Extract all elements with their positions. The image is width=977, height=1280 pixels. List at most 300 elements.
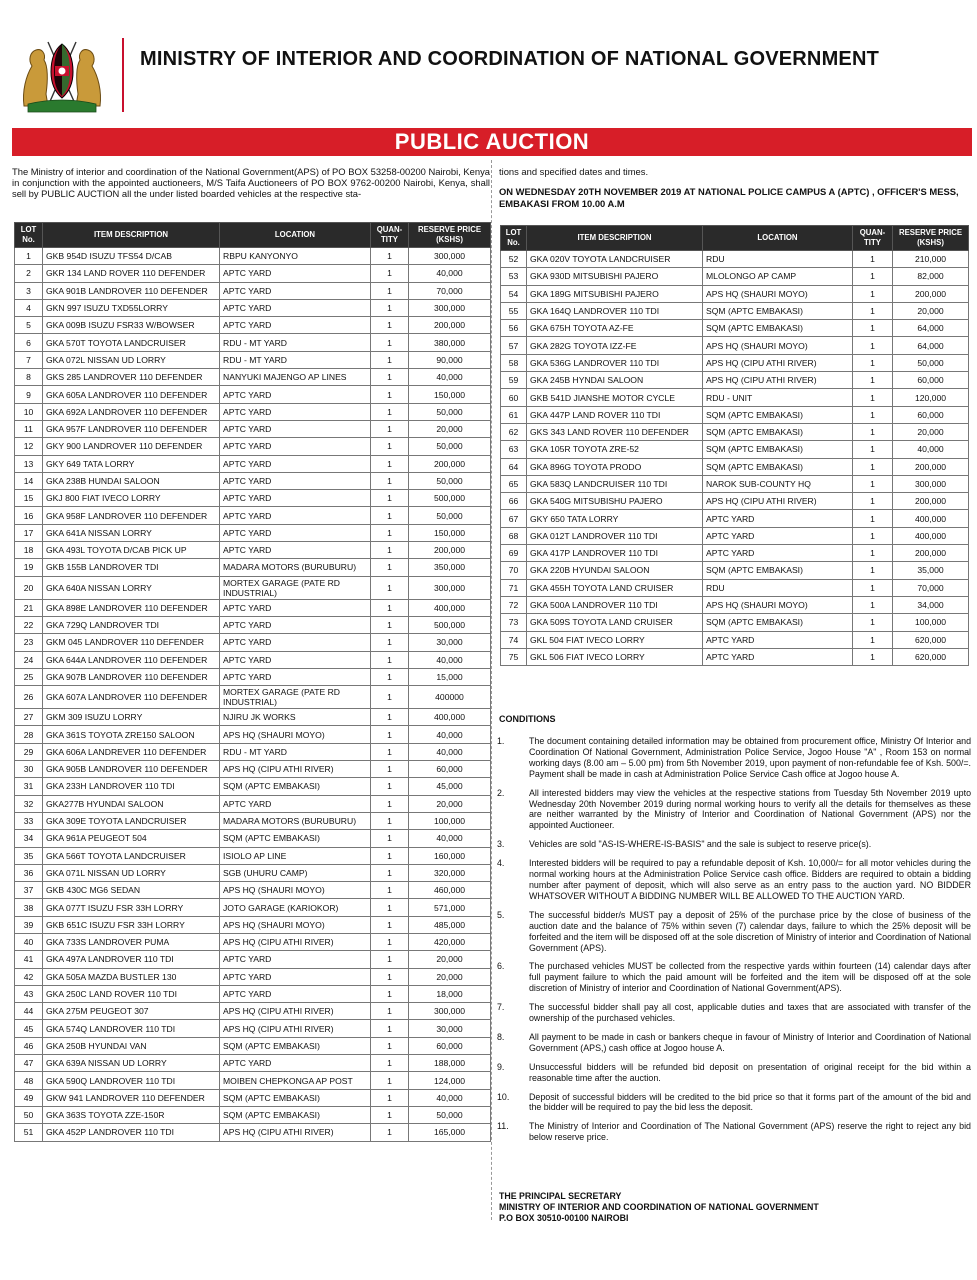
reserve-price-cell: 20,000	[893, 302, 969, 319]
lot-number-cell: 42	[15, 968, 43, 985]
lot-number-cell: 5	[15, 317, 43, 334]
item-description-cell: GKA 250B HYUNDAI VAN	[43, 1037, 220, 1054]
table-row	[15, 726, 491, 743]
quantity-cell: 1	[853, 423, 893, 440]
item-description-cell: GKA 282G TOYOTA IZZ-FE	[527, 337, 703, 354]
reserve-price-cell: 18,000	[409, 985, 491, 1002]
item-description-cell: GKB 651C ISUZU FSR 33H LORRY	[43, 916, 220, 933]
quantity-cell: 1	[853, 579, 893, 596]
location-cell: APTC YARD	[220, 968, 371, 985]
quantity-cell: 1	[371, 968, 409, 985]
table-row	[501, 493, 969, 510]
lot-number-cell: 73	[501, 614, 527, 631]
quantity-cell: 1	[371, 351, 409, 368]
lot-number-cell: 64	[501, 458, 527, 475]
quantity-cell: 1	[371, 847, 409, 864]
quantity-cell: 1	[853, 372, 893, 389]
location-cell: APTC YARD	[220, 420, 371, 437]
table-row	[15, 265, 491, 282]
location-cell: MLOLONGO AP CAMP	[703, 268, 853, 285]
lots-table-left	[14, 222, 491, 1142]
condition-item	[497, 961, 975, 994]
quantity-cell: 1	[371, 951, 409, 968]
reserve-price-cell: 45,000	[409, 778, 491, 795]
condition-number: 10.	[497, 1091, 510, 1102]
reserve-price-cell: 64,000	[893, 337, 969, 354]
location-cell: APTC YARD	[220, 668, 371, 685]
reserve-price-cell: 400,000	[893, 527, 969, 544]
condition-item	[497, 736, 975, 780]
location-cell: APTC YARD	[220, 795, 371, 812]
item-description-cell: GKM 309 ISUZU LORRY	[43, 709, 220, 726]
location-cell: SQM (APTC EMBAKASI)	[703, 441, 853, 458]
table-row	[15, 351, 491, 368]
auction-date-venue: ON WEDNESDAY 20TH NOVEMBER 2019 AT NATIONAL POLICE CAMPUS A (APTC) , OFFICER'S MESS, EMBAKASI FROM 10.00 A.M	[499, 186, 959, 209]
item-description-cell: GKA 574Q LANDROVER 110 TDI	[43, 1020, 220, 1037]
condition-text: Interested bidders will be required to pay a refundable deposit of Ksh. 10,000/= for all motor vehicles during the normal working hours at the Administration Police Service cash office. Bidders are required to obtain a bidding number after payment of deposit, which will also serve as an entry pass to the auction yard. NO BIDDER WHATSOVER WITHOUT A BIDDING NUMBER WILL BE ALLOWED TO THE AUCTION YARD.	[529, 858, 971, 901]
table-row	[15, 933, 491, 950]
lots-table-right	[500, 225, 969, 666]
table-row	[15, 882, 491, 899]
item-description-cell: GKA 898E LANDROVER 110 DEFENDER	[43, 599, 220, 616]
quantity-cell: 1	[853, 302, 893, 319]
table-row	[15, 386, 491, 403]
reserve-price-cell: 35,000	[893, 562, 969, 579]
quantity-cell: 1	[371, 830, 409, 847]
location-cell: MADARA MOTORS (BURUBURU)	[220, 812, 371, 829]
location-cell: ISIOLO AP LINE	[220, 847, 371, 864]
quantity-cell: 1	[371, 507, 409, 524]
item-description-cell: GKA 220B HYUNDAI SALOON	[527, 562, 703, 579]
reserve-price-cell: 200,000	[409, 317, 491, 334]
condition-item	[497, 910, 975, 954]
table-row	[501, 614, 969, 631]
page-header	[0, 0, 977, 120]
quantity-cell: 1	[371, 709, 409, 726]
table-row	[15, 317, 491, 334]
item-description-cell: GKS 343 LAND ROVER 110 DEFENDER	[527, 423, 703, 440]
item-description-cell: GKA277B HYUNDAI SALOON	[43, 795, 220, 812]
item-description-cell: GKA 606A LANDREVER 110 DEFENDER	[43, 743, 220, 760]
table-row	[15, 472, 491, 489]
location-cell: SQM (APTC EMBAKASI)	[220, 1089, 371, 1106]
location-cell: APTC YARD	[220, 985, 371, 1002]
location-cell: APS HQ (CIPU ATHI RIVER)	[220, 761, 371, 778]
condition-number: 8.	[497, 1031, 505, 1042]
quantity-cell: 1	[371, 559, 409, 576]
item-description-cell: GKA 639A NISSAN UD LORRY	[43, 1055, 220, 1072]
location-cell: APTC YARD	[703, 510, 853, 527]
reserve-price-cell: 50,000	[409, 403, 491, 420]
quantity-cell: 1	[853, 596, 893, 613]
location-cell: APS HQ (SHAURI MOYO)	[703, 596, 853, 613]
table-row	[15, 1055, 491, 1072]
condition-item	[497, 1062, 975, 1084]
item-description-cell: GKW 941 LANDROVER 110 DEFENDER	[43, 1089, 220, 1106]
lot-number-cell: 3	[15, 282, 43, 299]
condition-item	[497, 1002, 975, 1024]
lot-number-cell: 71	[501, 579, 527, 596]
quantity-cell: 1	[853, 631, 893, 648]
location-cell: RDU - MT YARD	[220, 743, 371, 760]
reserve-price-cell: 420,000	[409, 933, 491, 950]
reserve-price-cell: 40,000	[409, 743, 491, 760]
lot-number-cell: 45	[15, 1020, 43, 1037]
lot-number-cell: 35	[15, 847, 43, 864]
location-cell: SQM (APTC EMBAKASI)	[220, 778, 371, 795]
table-row	[15, 1072, 491, 1089]
intro-paragraph: The Ministry of interior and coordination of the National Government(APS) of PO BOX 53258-00200 Nairobi, Kenya in conjunction with the appointed auctioneers, M/S Taifa Auctioneers of PO BOX 9762-00200 Nairobi, Kenya, shall sell by PUBLIC AUCTION all the under listed boarded vehicles at the respective sta-	[12, 166, 490, 200]
lot-number-cell: 6	[15, 334, 43, 351]
condition-item	[497, 1092, 975, 1114]
condition-number: 4.	[497, 858, 505, 869]
location-cell: APTC YARD	[220, 265, 371, 282]
location-cell: NANYUKI MAJENGO AP LINES	[220, 369, 371, 386]
table-row	[15, 830, 491, 847]
lot-number-cell: 21	[15, 599, 43, 616]
reserve-price-cell: 350,000	[409, 559, 491, 576]
lot-number-cell: 36	[15, 864, 43, 881]
item-description-cell: GKA 455H TOYOTA LAND CRUISER	[527, 579, 703, 596]
lot-number-cell: 41	[15, 951, 43, 968]
reserve-price-cell: 20,000	[409, 951, 491, 968]
reserve-price-cell: 150,000	[409, 386, 491, 403]
item-description-cell: GKA 729Q LANDROVER TDI	[43, 616, 220, 633]
lot-number-cell: 58	[501, 354, 527, 371]
location-cell: RDU	[703, 251, 853, 268]
reserve-price-cell: 70,000	[893, 579, 969, 596]
reserve-price-cell: 400,000	[409, 709, 491, 726]
column-divider	[491, 160, 492, 1220]
item-description-cell: GKY 900 LANDROVER 110 DEFENDER	[43, 438, 220, 455]
lot-number-cell: 25	[15, 668, 43, 685]
reserve-price-cell: 150,000	[409, 524, 491, 541]
reserve-price-cell: 50,000	[409, 1106, 491, 1123]
reserve-price-cell: 200,000	[893, 493, 969, 510]
reserve-price-cell: 40,000	[409, 830, 491, 847]
table-header-row	[501, 226, 969, 251]
table-row	[501, 268, 969, 285]
reserve-price-cell: 30,000	[409, 1020, 491, 1037]
reserve-price-cell: 60,000	[893, 406, 969, 423]
lot-number-cell: 66	[501, 493, 527, 510]
condition-text: Deposit of successful bidders will be credited to the bid price so that it forms part of the amount of the bid and the bidder will be required to pay the bid less the deposit.	[529, 1091, 971, 1113]
table-row	[501, 441, 969, 458]
lot-no-header: LOT No.	[501, 226, 527, 251]
quantity-cell: 1	[371, 265, 409, 282]
condition-number: 7.	[497, 1002, 505, 1013]
lot-number-cell: 11	[15, 420, 43, 437]
quantity-cell: 1	[371, 1124, 409, 1141]
quantity-cell: 1	[853, 251, 893, 268]
quantity-cell: 1	[371, 882, 409, 899]
location-cell: APTC YARD	[220, 651, 371, 668]
conditions-heading: CONDITIONS	[499, 714, 556, 724]
table-row	[15, 282, 491, 299]
lot-number-cell: 23	[15, 634, 43, 651]
conditions-list	[497, 736, 975, 1151]
table-row	[501, 562, 969, 579]
location-cell: APS HQ (CIPU ATHI RIVER)	[220, 1020, 371, 1037]
item-description-cell: GKA 509S TOYOTA LAND CRUISER	[527, 614, 703, 631]
condition-text: The purchased vehicles MUST be collected from the respective yards within fourteen (14) calendar days after full payment failure to which the paid amount will be forfeited and the item will be disposed off at the sole discretion of Ministry of interior and Coordination of National Government(APS).	[529, 961, 971, 994]
item-description-cell: GKA 641A NISSAN LORRY	[43, 524, 220, 541]
lot-number-cell: 53	[501, 268, 527, 285]
reserve-price-cell: 620,000	[893, 648, 969, 665]
location-cell: APTC YARD	[220, 599, 371, 616]
lot-number-cell: 60	[501, 389, 527, 406]
item-description-cell: GKA 020V TOYOTA LANDCRUISER	[527, 251, 703, 268]
reserve-price-cell: 20,000	[893, 423, 969, 440]
item-description-cell: GKA 957F LANDROVER 110 DEFENDER	[43, 420, 220, 437]
quantity-cell: 1	[371, 576, 409, 599]
lot-number-cell: 56	[501, 320, 527, 337]
lot-no-header: LOT No.	[15, 223, 43, 248]
table-row	[15, 1089, 491, 1106]
lot-number-cell: 27	[15, 709, 43, 726]
quantity-cell: 1	[371, 420, 409, 437]
lot-number-cell: 30	[15, 761, 43, 778]
item-description-cell: GKA 071L NISSAN UD LORRY	[43, 864, 220, 881]
quantity-cell: 1	[371, 299, 409, 316]
item-description-cell: GKA 009B ISUZU FSR33 W/BOWSER	[43, 317, 220, 334]
quantity-cell: 1	[371, 933, 409, 950]
lot-number-cell: 16	[15, 507, 43, 524]
lot-number-cell: 48	[15, 1072, 43, 1089]
quantity-cell: 1	[371, 403, 409, 420]
lot-number-cell: 67	[501, 510, 527, 527]
location-cell: APTC YARD	[220, 524, 371, 541]
item-description-cell: GKA 958F LANDROVER 110 DEFENDER	[43, 507, 220, 524]
reserve-price-cell: 15,000	[409, 668, 491, 685]
location-cell: RDU - MT YARD	[220, 351, 371, 368]
lot-number-cell: 69	[501, 545, 527, 562]
table-row	[501, 423, 969, 440]
lot-number-cell: 24	[15, 651, 43, 668]
quantity-cell: 1	[853, 458, 893, 475]
signatory-address: P.O BOX 30510-00100 NAIROBI	[499, 1213, 629, 1223]
item-description-cell: GKM 045 LANDROVER 110 DEFENDER	[43, 634, 220, 651]
condition-number: 11.	[497, 1121, 509, 1132]
reserve-price-cell: 100,000	[893, 614, 969, 631]
location-cell: APTC YARD	[220, 455, 371, 472]
item-description-cell: GKA 901B LANDROVER 110 DEFENDER	[43, 282, 220, 299]
table-row	[501, 320, 969, 337]
table-row	[15, 951, 491, 968]
reserve-price-cell: 40,000	[409, 726, 491, 743]
table-row	[15, 490, 491, 507]
reserve-price-cell: 460,000	[409, 882, 491, 899]
reserve-price-cell: 300,000	[409, 299, 491, 316]
location-cell: APTC YARD	[220, 317, 371, 334]
item-description-cell: GKY 650 TATA LORRY	[527, 510, 703, 527]
item-description-cell: GKA 570T TOYOTA LANDCRUISER	[43, 334, 220, 351]
lot-number-cell: 55	[501, 302, 527, 319]
location-cell: APTC YARD	[220, 438, 371, 455]
lot-number-cell: 28	[15, 726, 43, 743]
location-cell: MADARA MOTORS (BURUBURU)	[220, 559, 371, 576]
item-description-cell: GKA 566T TOYOTA LANDCRUISER	[43, 847, 220, 864]
item-description-cell: GKA 640A NISSAN LORRY	[43, 576, 220, 599]
lot-number-cell: 17	[15, 524, 43, 541]
reserve-price-cell: 400,000	[893, 510, 969, 527]
table-row	[501, 354, 969, 371]
quantity-cell: 1	[371, 1003, 409, 1020]
signatory-title: THE PRINCIPAL SECRETARY	[499, 1191, 622, 1201]
item-description-cell: GKY 649 TATA LORRY	[43, 455, 220, 472]
location-cell: APTC YARD	[703, 648, 853, 665]
reserve-price-cell: 500,000	[409, 616, 491, 633]
quantity-cell: 1	[853, 320, 893, 337]
location-cell: APTC YARD	[220, 282, 371, 299]
table-row	[15, 420, 491, 437]
reserve-price-cell: 50,000	[409, 438, 491, 455]
location-cell: APS HQ (SHAURI MOYO)	[220, 726, 371, 743]
item-description-cell: GKA 447P LAND ROVER 110 TDI	[527, 406, 703, 423]
table-row	[15, 1003, 491, 1020]
item-description-cell: GKA 505A MAZDA BUSTLER 130	[43, 968, 220, 985]
item-description-header: ITEM DESCRIPTION	[527, 226, 703, 251]
reserve-price-cell: 40,000	[409, 651, 491, 668]
condition-item	[497, 839, 975, 850]
condition-item	[497, 1032, 975, 1054]
quantity-cell: 1	[371, 438, 409, 455]
table-row	[501, 337, 969, 354]
table-row	[15, 686, 491, 709]
lot-number-cell: 47	[15, 1055, 43, 1072]
item-description-cell: GKA 245B HYNDAI SALOON	[527, 372, 703, 389]
reserve-price-header: RESERVE PRICE (KSHS)	[893, 226, 969, 251]
location-cell: SQM (APTC EMBAKASI)	[703, 458, 853, 475]
reserve-price-header: RESERVE PRICE (KSHS)	[409, 223, 491, 248]
item-description-cell: GKA 733S LANDROVER PUMA	[43, 933, 220, 950]
quantity-cell: 1	[853, 337, 893, 354]
location-cell: MOIBEN CHEPKONGA AP POST	[220, 1072, 371, 1089]
condition-text: Vehicles are sold "AS-IS-WHERE-IS-BASIS" and the sale is subject to reserve price(s).	[529, 839, 872, 850]
location-cell: SQM (APTC EMBAKASI)	[703, 406, 853, 423]
item-description-cell: GKA 493L TOYOTA D/CAB PICK UP	[43, 542, 220, 559]
lot-number-cell: 20	[15, 576, 43, 599]
location-cell: SQM (APTC EMBAKASI)	[703, 562, 853, 579]
quantity-cell: 1	[853, 285, 893, 302]
table-row	[501, 372, 969, 389]
table-row	[15, 524, 491, 541]
intro-continuation: tions and specified dates and times.	[499, 166, 649, 177]
quantity-cell: 1	[371, 386, 409, 403]
table-row	[501, 510, 969, 527]
reserve-price-cell: 620,000	[893, 631, 969, 648]
reserve-price-cell: 165,000	[409, 1124, 491, 1141]
condition-text: Unsuccessful bidders will be refunded bid deposit on presentation of original receipt for the bid within a reasonable time after the auction.	[529, 1061, 971, 1083]
item-description-cell: GKA 607A LANDROVER 110 DEFENDER	[43, 686, 220, 709]
location-cell: APTC YARD	[220, 542, 371, 559]
lot-number-cell: 57	[501, 337, 527, 354]
location-cell: APTC YARD	[220, 507, 371, 524]
table-row	[15, 795, 491, 812]
table-row	[15, 651, 491, 668]
reserve-price-cell: 50,000	[409, 507, 491, 524]
location-cell: NJIRU JK WORKS	[220, 709, 371, 726]
item-description-cell: GKA 275M PEUGEOT 307	[43, 1003, 220, 1020]
location-cell: APTC YARD	[703, 545, 853, 562]
table-row	[501, 251, 969, 268]
location-cell: APTC YARD	[703, 631, 853, 648]
location-cell: APTC YARD	[220, 951, 371, 968]
location-cell: RDU - MT YARD	[220, 334, 371, 351]
item-description-cell: GKA 233H LANDROVER 110 TDI	[43, 778, 220, 795]
location-cell: APTC YARD	[703, 527, 853, 544]
condition-number: 9.	[497, 1061, 505, 1072]
item-description-cell: GKA 105R TOYOTA ZRE-52	[527, 441, 703, 458]
location-cell: SQM (APTC EMBAKASI)	[220, 1037, 371, 1054]
table-row	[15, 916, 491, 933]
item-description-cell: GKA 452P LANDROVER 110 TDI	[43, 1124, 220, 1141]
condition-number: 6.	[497, 961, 505, 972]
condition-item	[497, 1121, 975, 1143]
location-cell: APTC YARD	[220, 386, 371, 403]
quantity-cell: 1	[371, 282, 409, 299]
location-cell: SQM (APTC EMBAKASI)	[220, 830, 371, 847]
reserve-price-cell: 20,000	[409, 795, 491, 812]
quantity-cell: 1	[371, 761, 409, 778]
reserve-price-cell: 210,000	[893, 251, 969, 268]
location-cell: SQM (APTC EMBAKASI)	[703, 614, 853, 631]
table-header-row	[15, 223, 491, 248]
quantity-cell: 1	[371, 599, 409, 616]
table-row	[15, 334, 491, 351]
item-description-header: ITEM DESCRIPTION	[43, 223, 220, 248]
location-cell: APS HQ (SHAURI MOYO)	[703, 285, 853, 302]
location-cell: SQM (APTC EMBAKASI)	[703, 423, 853, 440]
lot-number-cell: 9	[15, 386, 43, 403]
lot-number-cell: 50	[15, 1106, 43, 1123]
table-row	[15, 616, 491, 633]
reserve-price-cell: 124,000	[409, 1072, 491, 1089]
table-row	[501, 475, 969, 492]
quantity-header: QUAN-TITY	[371, 223, 409, 248]
signatory-ministry: MINISTRY OF INTERIOR AND COORDINATION OF NATIONAL GOVERNMENT	[499, 1202, 819, 1212]
lot-number-cell: 52	[501, 251, 527, 268]
item-description-cell: GKA 497A LANDROVER 110 TDI	[43, 951, 220, 968]
lot-number-cell: 38	[15, 899, 43, 916]
table-row	[15, 403, 491, 420]
lot-number-cell: 31	[15, 778, 43, 795]
item-description-cell: GKA 930D MITSUBISHI PAJERO	[527, 268, 703, 285]
quantity-cell: 1	[371, 985, 409, 1002]
reserve-price-cell: 90,000	[409, 351, 491, 368]
quantity-cell: 1	[371, 1089, 409, 1106]
item-description-cell: GKA 907B LANDROVER 110 DEFENDER	[43, 668, 220, 685]
location-cell: APTC YARD	[220, 472, 371, 489]
quantity-cell: 1	[371, 864, 409, 881]
table-row	[15, 599, 491, 616]
table-row	[15, 369, 491, 386]
location-cell: NAROK SUB-COUNTY HQ	[703, 475, 853, 492]
table-row	[15, 761, 491, 778]
quantity-cell: 1	[371, 743, 409, 760]
lot-number-cell: 18	[15, 542, 43, 559]
lot-number-cell: 22	[15, 616, 43, 633]
quantity-cell: 1	[371, 686, 409, 709]
item-description-cell: GKA 590Q LANDROVER 110 TDI	[43, 1072, 220, 1089]
location-cell: APTC YARD	[220, 616, 371, 633]
reserve-price-cell: 60,000	[409, 1037, 491, 1054]
quantity-cell: 1	[853, 545, 893, 562]
condition-text: The document containing detailed information may be obtained from procurement office, Ministry Of Interior and Coordination Of National Government, Administration Police Service, Jogoo House "A" , Room 153 on normal working days (8.00 am – 5.00 pm) from 5th November 2019, upon payment of non-refundable fee of Ksh. 500/=. Payment shall be made in cash at Administration Police Service Cash office at Jogoo house A.	[529, 736, 971, 779]
quantity-cell: 1	[371, 899, 409, 916]
location-cell: RDU	[703, 579, 853, 596]
table-row	[15, 778, 491, 795]
